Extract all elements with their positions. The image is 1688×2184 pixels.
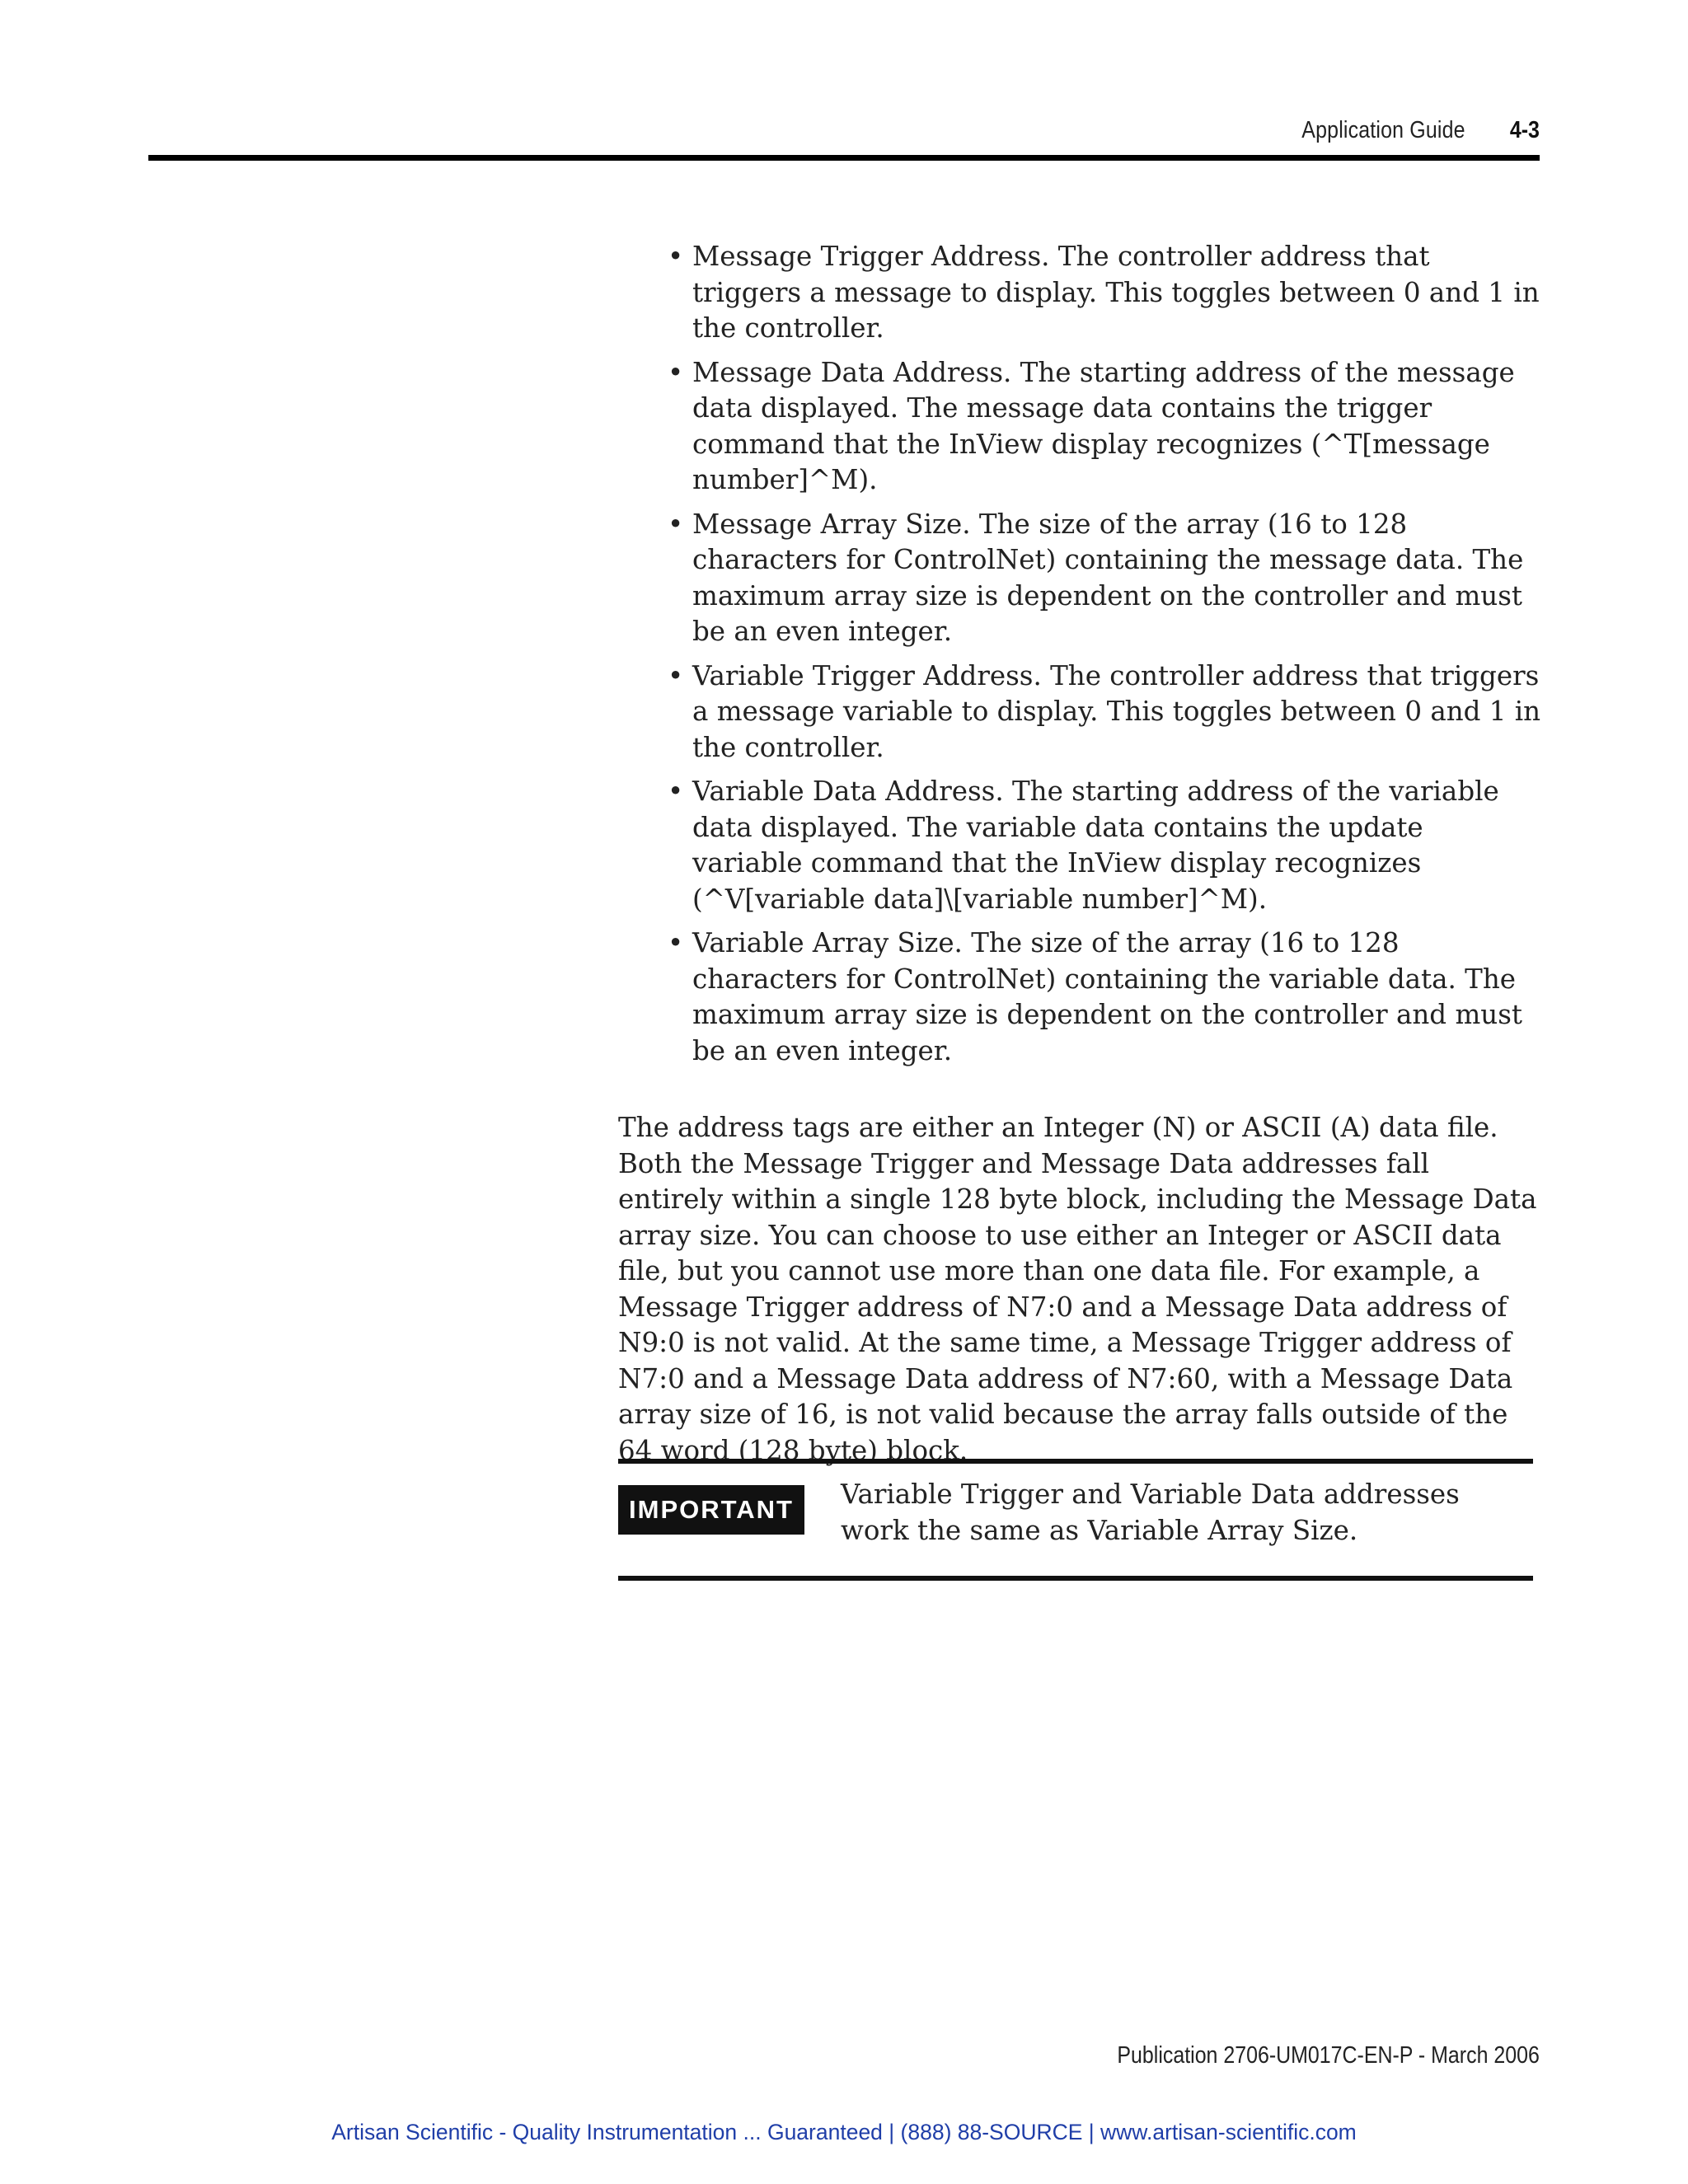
bullet-icon: • bbox=[668, 508, 684, 540]
list-item bbox=[618, 355, 1541, 499]
artisan-footer-link[interactable]: Artisan Scientific - Quality Instrumentation ... Guaranteed | (888) 88-SOURCE | www.artisan-scientific.com bbox=[331, 2120, 1357, 2144]
list-item bbox=[618, 658, 1541, 766]
important-note bbox=[618, 1459, 1533, 1581]
list-item bbox=[618, 507, 1541, 650]
list-item-text: Message Data Address. The starting address of the message data displayed. The message data contains the trigger command that the InView display recognizes (^T[message number]^M). bbox=[692, 356, 1515, 495]
list-item bbox=[618, 239, 1541, 347]
page-number: 4-3 bbox=[1509, 117, 1540, 143]
bullet-icon: • bbox=[668, 776, 684, 807]
bullet-icon: • bbox=[668, 241, 684, 272]
bullet-icon: • bbox=[668, 927, 684, 958]
list-item-text: Variable Data Address. The starting address of the variable data displayed. The variable data contains the update variable command that the InView display recognizes (^V[variable data]\[variable number]^M). bbox=[692, 776, 1499, 915]
main-content bbox=[618, 239, 1541, 1469]
body-paragraph: The address tags are either an Integer (N) or ASCII (A) data file. Both the Message Trigger and Message Data addresses fall entirely within a single 128 byte block, including the Message Data array size. You can choose to use either an Integer or ASCII data file, but you cannot use more than one data file. For example, a Message Trigger address of N7:0 and a Message Data address of N9:0 is not valid. At the same time, a Message Trigger address of N7:0 and a Message Data address of N7:60, with a Message Data array size of 16, is not valid because the array falls outside of the 64 word (128 byte) block. bbox=[618, 1112, 1537, 1466]
list-item-text: Variable Array Size. The size of the array (16 to 128 characters for ControlNet) containing the variable data. The maximum array size is dependent on the controller and must be an even integer. bbox=[692, 927, 1522, 1066]
list-item-text: Message Trigger Address. The controller address that triggers a message to display. This toggles between 0 and 1 in the controller. bbox=[692, 241, 1540, 344]
publication-footer: Publication 2706-UM017C-EN-P - March 2006 bbox=[1117, 2042, 1540, 2069]
header-rule bbox=[148, 155, 1540, 161]
page-header bbox=[148, 115, 1540, 148]
bullet-list bbox=[618, 239, 1541, 1069]
list-item-text: Message Array Size. The size of the array (16 to 128 characters for ControlNet) containing the message data. The maximum array size is dependent on the controller and must be an even integer. bbox=[692, 508, 1524, 647]
section-title: Application Guide bbox=[1301, 117, 1465, 143]
list-item-text: Variable Trigger Address. The controller address that triggers a message variable to display. This toggles between 0 and 1 in the controller. bbox=[692, 659, 1541, 763]
bullet-icon: • bbox=[668, 659, 684, 691]
list-item bbox=[618, 774, 1541, 917]
important-label: IMPORTANT bbox=[618, 1485, 804, 1535]
important-text: Variable Trigger and Variable Data addresses work the same as Variable Array Size. bbox=[841, 1479, 1460, 1546]
bullet-icon: • bbox=[668, 356, 684, 388]
list-item bbox=[618, 926, 1541, 1069]
